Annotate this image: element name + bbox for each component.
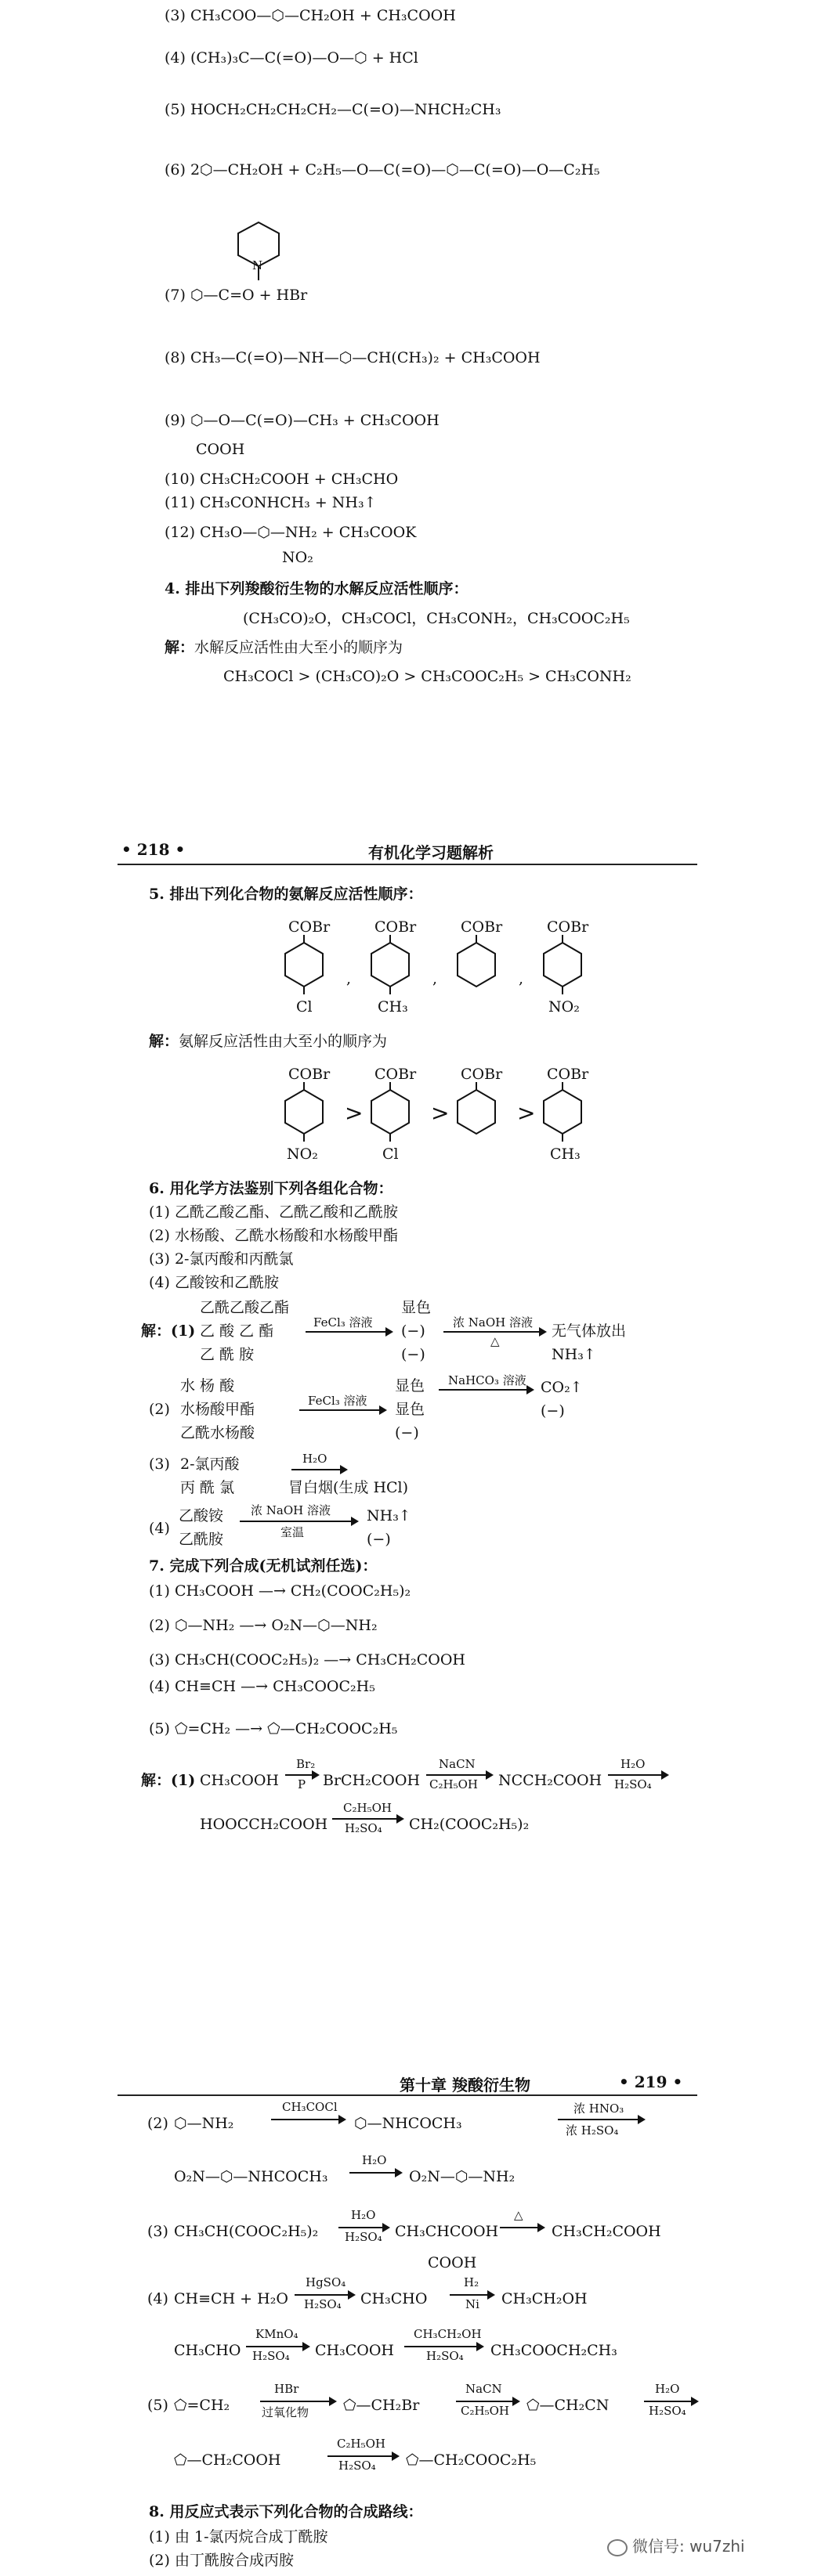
a2-r2b: 浓 H₂SO₄ xyxy=(566,2123,619,2138)
q7a-r3t: H₂O xyxy=(620,1757,646,1771)
q6a-reagent: FeCl₃ 溶液 xyxy=(313,1315,373,1329)
q6-item-1: (1) 乙酰乙酸乙酯、乙酰乙酸和乙酰胺 xyxy=(149,1203,398,1221)
q5-title: 5. 排出下列化合物的氨解反应活性顺序： xyxy=(149,886,423,903)
a4-s2: CH₃CHO xyxy=(360,2290,428,2307)
a3-s1: CH₃CH(COOC₂H₅)₂ xyxy=(174,2223,319,2240)
q5-sep-2: , xyxy=(432,970,438,987)
a4-r3b: H₂SO₄ xyxy=(252,2349,290,2363)
benzene-ring-icon xyxy=(539,938,586,993)
q5-ord-cobr-2: COBr xyxy=(374,1066,417,1083)
q5-ord-cobr-3: COBr xyxy=(461,1066,503,1083)
q4-title: 4. 排出下列羧酸衍生物的水解反应活性顺序： xyxy=(165,580,469,597)
q6b-c2: 水杨酸甲酯 xyxy=(180,1401,255,1418)
q7-title: 7. 完成下列合成(无机试剂任选)： xyxy=(149,1557,378,1575)
q6a-c1: 乙酰乙酸乙酯 xyxy=(200,1299,290,1316)
q6b-reagent2: NaHCO₃ 溶液 xyxy=(448,1373,526,1387)
benzene-ring-icon xyxy=(280,1085,327,1140)
q5-gt-1: > xyxy=(345,1100,364,1126)
q6a-reagent2: 浓 NaOH 溶液 xyxy=(453,1315,533,1329)
a2-r2t: 浓 HNO₃ xyxy=(573,2102,624,2116)
q6b-c3: 乙酰水杨酸 xyxy=(180,1424,255,1441)
a4-s1: CH≡CH + H₂O xyxy=(174,2290,288,2307)
q5-sep-3: , xyxy=(519,970,524,987)
a5-t2: ⬠—CH₂COOC₂H₅ xyxy=(406,2452,537,2469)
q6-item-2: (2) 水杨酸、乙酰水杨酸和水杨酸甲酯 xyxy=(149,1227,398,1244)
a2-r1t: CH₃COCl xyxy=(282,2100,338,2114)
a5-r1t: HBr xyxy=(274,2382,299,2396)
q7-item-1: (1) CH₃COOH —→ CH₂(COOC₂H₅)₂ xyxy=(149,1582,411,1600)
q6d-c2: 乙酰胺 xyxy=(179,1531,224,1548)
q5-cobr-2: COBr xyxy=(374,918,417,936)
q7a-r1t: Br₂ xyxy=(296,1757,316,1771)
q6d-res1: NH₃↑ xyxy=(367,1507,411,1524)
reaction-arrow xyxy=(443,1331,545,1333)
a5-s2: ⬠—CH₂Br xyxy=(343,2397,420,2414)
reaction-arrow xyxy=(260,2401,335,2402)
q5-sub-1: Cl xyxy=(296,998,313,1016)
page-number-218: • 218 • xyxy=(121,840,186,859)
q7-item-5: (5) ⬠=CH₂ —→ ⬠—CH₂COOC₂H₅ xyxy=(149,1720,398,1737)
q5-ord-cobr-4: COBr xyxy=(547,1066,589,1083)
q6d-c1: 乙酸铵 xyxy=(179,1507,224,1524)
reaction-arrow xyxy=(295,2294,354,2296)
reaction-arrow xyxy=(404,2346,483,2347)
product-line-9-sub: COOH xyxy=(196,441,245,458)
q8-title: 8. 用反应式表示下列化合物的合成路线： xyxy=(149,2503,423,2520)
product-line-6: (6) 2⬡—CH₂OH + C₂H₅—O—C(=O)—⬡—C(=O)—O—C₂H₅ xyxy=(165,161,600,179)
q7-item-4: (4) CH≡CH —→ CH₃COOC₂H₅ xyxy=(149,1678,375,1695)
q6-title: 6. 用化学方法鉴别下列各组化合物： xyxy=(149,1180,393,1197)
a5-r4b: H₂SO₄ xyxy=(338,2459,376,2473)
q7-item-3: (3) CH₃CH(COOC₂H₅)₂ —→ CH₃CH₂COOH xyxy=(149,1651,465,1669)
q6a-r1: 显色 xyxy=(401,1299,432,1316)
q6c-label: (3) xyxy=(149,1456,170,1473)
q5-gt-3: > xyxy=(517,1100,536,1126)
reaction-arrow xyxy=(306,1331,392,1333)
running-header-219: 第十章 羧酸衍生物 xyxy=(400,2076,530,2094)
benzene-ring-icon xyxy=(453,938,500,993)
q4-compounds: (CH₃CO)₂O，CH₃COCl，CH₃CONH₂，CH₃COOC₂H₅ xyxy=(243,610,630,627)
a5-s3: ⬠—CH₂CN xyxy=(526,2397,610,2414)
product-line-4: (4) (CH₃)₃C—C(=O)—O—⬡ + HCl xyxy=(165,49,418,67)
reaction-arrow xyxy=(246,2346,309,2347)
q6b-label: (2) xyxy=(149,1401,170,1418)
watermark-text: 微信号: wu7zhi xyxy=(632,2537,745,2556)
q4-order: CH₃COCl > (CH₃CO)₂O > CH₃COOC₂H₅ > CH₃CONH₂ xyxy=(223,668,631,685)
wechat-icon xyxy=(607,2539,628,2556)
a3-s2: CH₃CHCOOH xyxy=(395,2223,499,2240)
a3-s3: CH₃CH₂COOH xyxy=(552,2223,661,2240)
reaction-arrow xyxy=(338,2227,389,2228)
reaction-arrow xyxy=(456,2401,519,2402)
product-line-8: (8) CH₃—C(=O)—NH—⬡—CH(CH₃)₂ + CH₃COOH xyxy=(165,349,541,366)
benzene-ring-icon xyxy=(539,1085,586,1140)
q6b-res2: (−) xyxy=(541,1402,565,1420)
a4-r1t: HgSO₄ xyxy=(306,2275,346,2289)
header-rule-218 xyxy=(118,864,697,865)
benzene-ring-icon xyxy=(280,938,327,993)
q5-gt-2: > xyxy=(431,1100,450,1126)
reaction-arrow xyxy=(608,1774,667,1776)
a2-label: (2) xyxy=(147,2115,168,2132)
q5-cobr-1: COBr xyxy=(288,918,331,936)
a3-s2sub: COOH xyxy=(428,2254,477,2271)
product-line-3: (3) CH₃COO—⬡—CH₂OH + CH₃COOH xyxy=(165,7,456,24)
product-line-11: (11) CH₃CONHCH₃ + NH₃↑ xyxy=(165,494,377,511)
reaction-arrow xyxy=(558,2119,644,2120)
q5-answer-text: 氨解反应活性由大至小的顺序为 xyxy=(179,1033,388,1050)
q7a-r4t: C₂H₅OH xyxy=(343,1801,392,1815)
reaction-arrow xyxy=(426,1774,492,1776)
a4-r2b: Ni xyxy=(465,2297,479,2311)
q7a-s2: BrCH₂COOH xyxy=(323,1772,421,1789)
q6a-c2: 乙 酸 乙 酯 xyxy=(200,1322,274,1340)
a2-s3: O₂N—⬡—NHCOCH₃ xyxy=(174,2168,328,2185)
a5-r4t: C₂H₅OH xyxy=(337,2437,385,2451)
a4-r4t: CH₃CH₂OH xyxy=(414,2327,482,2341)
benzene-ring-icon xyxy=(453,1085,500,1140)
reaction-arrow xyxy=(450,2294,494,2296)
reaction-arrow xyxy=(291,1469,346,1470)
a2-s4: O₂N—⬡—NH₂ xyxy=(409,2168,516,2185)
q6a-res2a: 无气体放出 xyxy=(552,1322,627,1340)
q7a-r3b: H₂SO₄ xyxy=(614,1777,652,1791)
reaction-arrow xyxy=(271,2119,345,2120)
reaction-arrow xyxy=(332,1818,403,1820)
a4-r4b: H₂SO₄ xyxy=(426,2349,464,2363)
q5-cobr-4: COBr xyxy=(547,918,589,936)
q6a-label: 解：(1) xyxy=(141,1322,196,1340)
a5-r2b: C₂H₅OH xyxy=(461,2404,509,2418)
q7a-r2t: NaCN xyxy=(439,1757,476,1771)
watermark xyxy=(607,2534,745,2556)
q5-ord-sub-4: CH₃ xyxy=(550,1145,581,1163)
q6a-r2: (−) xyxy=(401,1322,425,1340)
a4-t3: CH₃COOCH₂CH₃ xyxy=(490,2342,617,2359)
product-line-7: (7) ⬡—C=O + HBr xyxy=(165,287,308,304)
a4-r1b: H₂SO₄ xyxy=(304,2297,342,2311)
benzene-ring-icon xyxy=(367,938,414,993)
running-header-218: 有机化学习题解析 xyxy=(368,843,494,862)
a3-r1t: H₂O xyxy=(351,2208,376,2222)
q6b-r1: 显色 xyxy=(395,1377,425,1394)
q7a-r4b: H₂SO₄ xyxy=(345,1821,382,1835)
q6b-r2: 显色 xyxy=(395,1401,425,1418)
q8-item-1: (1) 由 1-氯丙烷合成丁酰胺 xyxy=(149,2528,328,2545)
q6c-c2: 丙 酰 氯 xyxy=(180,1479,235,1496)
q5-sep-1: , xyxy=(346,970,352,987)
q6d-cond: 室温 xyxy=(280,1525,305,1539)
q7-item-2: (2) ⬡—NH₂ —→ O₂N—⬡—NH₂ xyxy=(149,1617,378,1634)
product-line-5: (5) HOCH₂CH₂CH₂CH₂—C(=O)—NHCH₂CH₃ xyxy=(165,101,501,118)
q6d-label: (4) xyxy=(149,1520,170,1537)
q5-sub-4: NO₂ xyxy=(548,998,580,1016)
q6b-c1: 水 杨 酸 xyxy=(180,1377,235,1394)
a5-r1b: 过氧化物 xyxy=(262,2405,309,2419)
q6b-res1: CO₂↑ xyxy=(541,1379,583,1396)
reaction-arrow xyxy=(327,2455,398,2457)
q6b-reagent: FeCl₃ 溶液 xyxy=(308,1394,367,1408)
a3-r2t: △ xyxy=(514,2208,523,2222)
q6d-res2: (−) xyxy=(367,1531,391,1548)
reaction-arrow xyxy=(349,2172,401,2174)
q7a-s4: HOOCCH₂COOH xyxy=(200,1816,328,1833)
reaction-arrow xyxy=(285,1774,318,1776)
q7a-s1: CH₃COOH xyxy=(200,1772,279,1789)
a4-r3t: KMnO₄ xyxy=(255,2327,298,2341)
q5-ord-sub-2: Cl xyxy=(382,1145,399,1163)
q6a-r3: (−) xyxy=(401,1346,425,1363)
product-line-9: (9) ⬡—O—C(=O)—CH₃ + CH₃COOH xyxy=(165,412,440,429)
reaction-arrow xyxy=(439,1389,533,1391)
a5-r3t: H₂O xyxy=(655,2382,680,2396)
q6a-heat: △ xyxy=(490,1334,500,1348)
q8-item-2: (2) 由丁酰胺合成丙胺 xyxy=(149,2552,294,2569)
a2-s1: ⬡—NH₂ xyxy=(174,2115,234,2132)
a4-s3: CH₃CH₂OH xyxy=(501,2290,588,2307)
reaction-arrow xyxy=(500,2227,544,2228)
q6a-c3: 乙 酰 胺 xyxy=(200,1346,255,1363)
q4-answer-label: 解： xyxy=(165,639,195,656)
q4-answer-text: 水解反应活性由大至小的顺序为 xyxy=(194,639,403,656)
q7a-r2b: C₂H₅OH xyxy=(429,1777,478,1791)
q5-ord-sub-1: NO₂ xyxy=(287,1145,318,1163)
q6d-reagent: 浓 NaOH 溶液 xyxy=(251,1503,331,1517)
q7a-s5: CH₂(COOC₂H₅)₂ xyxy=(409,1816,530,1833)
q5-cobr-3: COBr xyxy=(461,918,503,936)
benzene-ring-icon xyxy=(367,1085,414,1140)
nitrogen-label: N xyxy=(252,258,263,272)
q6c-c1: 2-氯丙酸 xyxy=(180,1456,240,1473)
header-rule-219 xyxy=(118,2094,697,2096)
product-line-12-sub: NO₂ xyxy=(282,549,313,566)
a4-t1: CH₃CHO xyxy=(174,2342,241,2359)
q6c-res: 冒白烟(生成 HCl) xyxy=(288,1479,409,1496)
q6c-reagent: H₂O xyxy=(302,1452,327,1466)
page-number-219: • 219 • xyxy=(619,2073,683,2091)
q7a-label: 解：(1) xyxy=(141,1772,196,1789)
q6b-r3: (−) xyxy=(395,1424,419,1441)
reaction-arrow xyxy=(240,1521,357,1522)
a2-r3t: H₂O xyxy=(362,2153,387,2167)
q5-ord-cobr-1: COBr xyxy=(288,1066,331,1083)
a5-t1: ⬠—CH₂COOH xyxy=(174,2452,281,2469)
a4-t2: CH₃COOH xyxy=(315,2342,394,2359)
q6a-res2b: NH₃↑ xyxy=(552,1346,596,1363)
a4-r2t: H₂ xyxy=(464,2275,479,2289)
product-line-12: (12) CH₃O—⬡—NH₂ + CH₃COOK xyxy=(165,524,417,541)
product-line-10: (10) CH₃CH₂COOH + CH₃CHO xyxy=(165,471,399,488)
q7a-r1b: P xyxy=(298,1777,306,1791)
a5-s1: ⬠=CH₂ xyxy=(174,2397,230,2414)
a2-s2: ⬡—NHCOCH₃ xyxy=(354,2115,462,2132)
q7a-s3: NCCH₂COOH xyxy=(498,1772,602,1789)
q6-item-4: (4) 乙酸铵和乙酰胺 xyxy=(149,1274,279,1291)
q6-item-3: (3) 2-氯丙酸和丙酰氯 xyxy=(149,1250,294,1268)
a3-r1b: H₂SO₄ xyxy=(345,2230,382,2244)
a4-label: (4) xyxy=(147,2290,168,2307)
a5-r2t: NaCN xyxy=(465,2382,502,2396)
a5-label: (5) xyxy=(147,2397,168,2414)
reaction-arrow xyxy=(299,1409,385,1411)
q5-answer-label: 解： xyxy=(149,1033,179,1050)
q5-sub-2: CH₃ xyxy=(378,998,408,1016)
reaction-arrow xyxy=(644,2401,697,2402)
a3-label: (3) xyxy=(147,2223,168,2240)
a5-r3b: H₂SO₄ xyxy=(649,2404,686,2418)
